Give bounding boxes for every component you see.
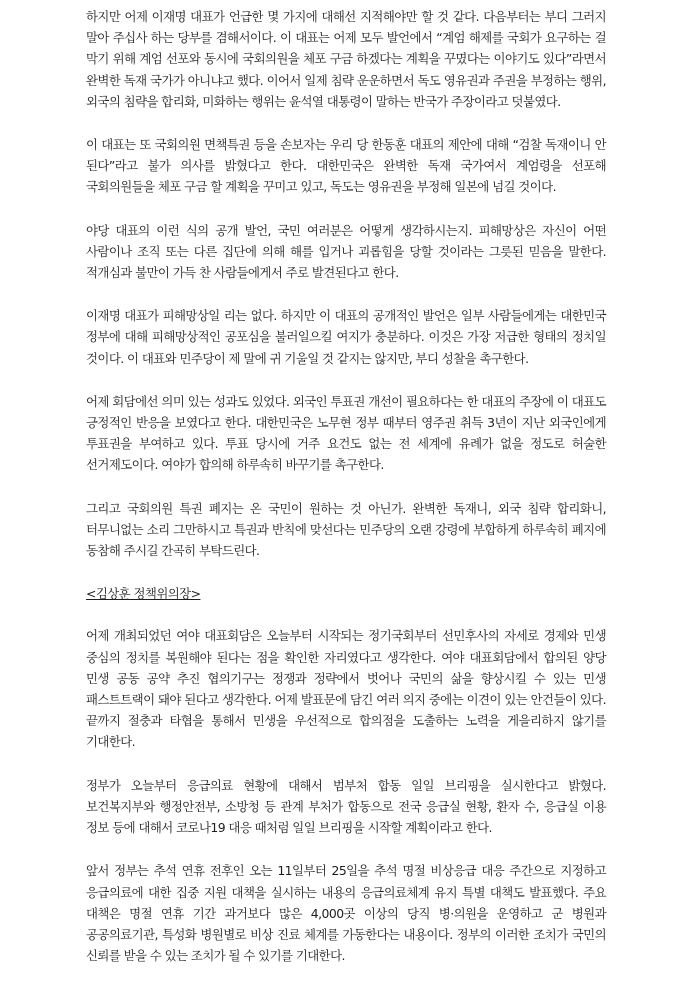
paragraph: 그리고 국회의원 특권 폐지는 온 국민이 원하는 것 아닌가. 완벽한 독재니, 외국 침략 합리화니, 터무니없는 소리 그만하시고 특권과 반칙에 맞선다는 민주당의 오랜 강령에 부합하게 하루속히 폐지에 동참해 주시길 간곡히 부탁드린다. [86,500,606,559]
paragraph: 야당 대표의 이런 식의 공개 발언, 국민 여러분은 어떻게 생각하시는지. 피해망상은 자신이 어떤 사람이나 조직 또는 다른 집단에 의해 해를 입거나 괴롭힘을 당할 것이라는 그릇된 믿음을 말한다. 적개심과 불만이 가득 찬 사람들에게서 주로 발견된다고 한다. [86,222,606,281]
speaker-heading: <김상훈 정책위의장> [86,586,201,602]
paragraph: 이 대표는 또 국회의원 면책특권 등을 손보자는 우리 당 한동훈 대표의 제안에 대해 “검찰 독재이니 안 된다”라고 불가 의사를 밝혔다고 한다. 대한민국은 완벽한 독재 국가여서 계엄령을 선포해 국회의원들을 체포 구금 할 계획을 꾸미고 있고, 독도는 영유권을 부정해 일본에 넘길 것이다. [86,137,606,195]
paragraph: 정부가 오늘부터 응급의료 현황에 대해서 범부처 합동 일일 브리핑을 실시한다고 밝혔다. 보건복지부와 행정안전부, 소방청 등 관계 부처가 합동으로 전국 응급실 현황, 환자 수, 응급실 이용 정보 등에 대해서 코로나19 대응 때처럼 일일 브리핑을 시작할 계획이라고 한다. [86,777,606,836]
paragraph: 어제 회담에선 의미 있는 성과도 있었다. 외국인 투표권 개선이 필요하다는 한 대표의 주장에 이 대표도 긍정적인 반응을 보였다고 한다. 대한민국은 노무현 정부 때부터 영주권 취득 3년이 지난 외국인에게 투표권을 부여하고 있다. 투표 당시에 거주 요건도 없는 전 세계에 유례가 없을 정도로 허술한 선거제도이다. 여야가 합의해 하루속히 바꾸기를 촉구한다. [86,393,606,473]
document-body [86,6,606,966]
paragraph: 앞서 정부는 추석 연휴 전후인 오는 11일부터 25일을 추석 명절 비상응급 대응 주간으로 지정하고 응급의료에 대한 집중 지원 대책을 실시하는 내용의 응급의료체계 유지 특별 대책도 발표했다. 주요 대책은 명절 연휴 기간 과거보다 많은 4,000곳 이상의 당직 병·의원을 운영하고 군 병원과 공공의료기관, 특성화 병원별로 비상 진료 체계를 가동한다는 내용이다. 정부의 이러한 조치가 국민의 신뢰를 받을 수 있는 조치가 될 수 있기를 기대한다. [86,863,606,964]
paragraph: 이재명 대표가 피해망상일 리는 없다. 하지만 이 대표의 공개적인 발언은 일부 사람들에게는 대한민국 정부에 대해 피해망상적인 공포심을 불러일으킬 여지가 충분하다. 이것은 가장 저급한 형태의 정치일 것이다. 이 대표와 민주당이 제 말에 귀 기울일 것 같지는 않지만, 부디 성찰을 촉구한다. [86,308,606,366]
paragraph: 하지만 어제 이재명 대표가 언급한 몇 가지에 대해선 지적해야만 할 것 같다. 다음부터는 부디 그러지 말아 주십사 하는 당부를 겸해서이다. 이 대표는 어제 모두 발언에서 “계엄 해제를 국회가 요구하는 걸 막기 위해 계엄 선포와 동시에 국회의원을 체포 구금 하겠다는 계획을 꾸몄다는 이야기도 있다”라면서 완벽한 독재 국가가 아니냐고 했다. 이어서 일제 침략 운운하면서 독도 영유권과 주권을 부정하는 행위, 외국의 침략을 합리화, 미화하는 행위는 윤석열 대통령이 말하는 반국가 주장이라고 덧붙였다. [86,9,606,109]
paragraph: 어제 개최되었던 여야 대표회담은 오늘부터 시작되는 정기국회부터 선민후사의 자세로 경제와 민생 중심의 정치를 복원해야 된다는 점을 확인한 자리였다고 생각한다. 여야 대표회담에서 합의된 양당 민생 공동 공약 추진 협의기구는 정쟁과 정략에서 벗어나 국민의 삶을 향상시킬 수 있는 민생 패스트트랙이 돼야 된다고 생각한다. 어제 발표문에 담긴 여러 의지 중에는 이견이 있는 안건들이 있다. 끝까지 절충과 타협을 통해서 민생을 우선적으로 합의점을 도출하는 노력을 게을리하지 않기를 기대한다. [86,628,606,750]
